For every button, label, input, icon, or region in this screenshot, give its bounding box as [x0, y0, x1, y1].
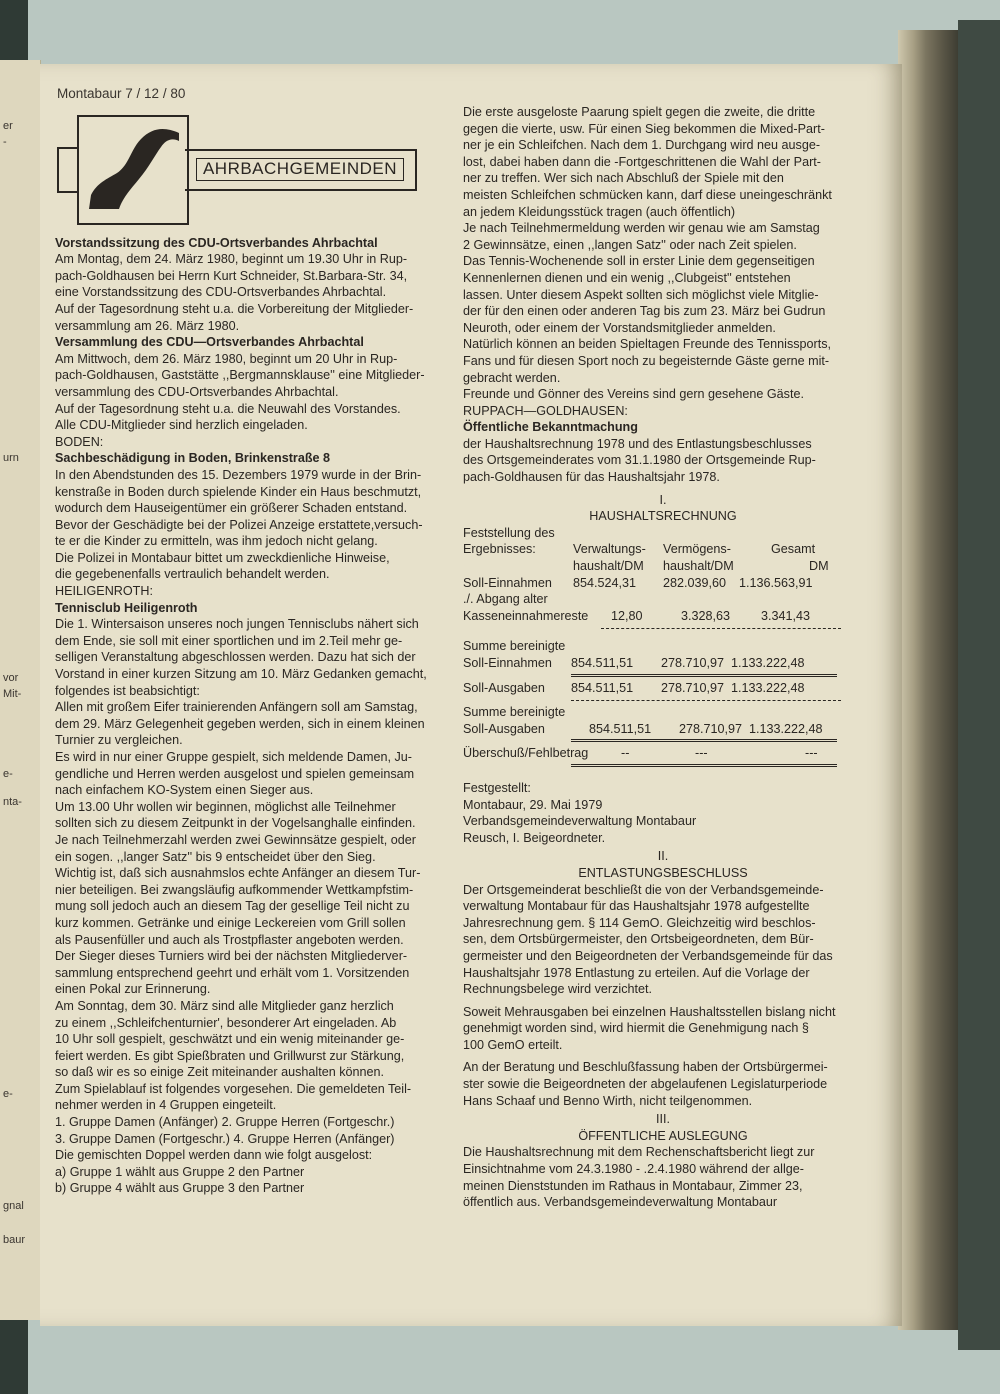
text-line: zu einem ,,Schleifchenturnier', besonderer Art eingeladen. Ab — [55, 1015, 397, 1030]
table-row — [463, 575, 863, 592]
text-line: pach-Goldhausen für das Haushaltsjahr 1978. — [463, 470, 720, 485]
text-line: Die erste ausgeloste Paarung spielt gegen die zweite, die dritte — [463, 105, 816, 119]
fragment: urn — [3, 452, 19, 464]
text-line: ster sowie die Beigeordneten der abgelaufenen Legislaturperiode — [463, 1077, 828, 1092]
table-row — [463, 721, 863, 738]
text-line: ein sogen. ,,langer Satz'' bis 9 entscheidet über den Sieg. — [55, 849, 376, 864]
text-line: pach-Goldhausen, Gaststätte ,,Bergmannsklause'' eine Mitglieder- — [55, 368, 425, 383]
table-row — [463, 655, 863, 672]
text-line: Am Sonntag, dem 30. März sind alle Mitglieder ganz herzlich — [55, 998, 394, 1013]
text-line: Es wird in nur einer Gruppe gespielt, sich meldende Damen, Ju- — [55, 750, 412, 764]
text-line: Auf der Tagesordnung steht u.a. die Neuwahl des Vorstandes. — [55, 401, 401, 416]
display-notice — [463, 1144, 863, 1210]
column-header: Vermögens- — [663, 542, 731, 557]
table-row — [463, 608, 863, 625]
table-row — [463, 704, 863, 721]
place-heading: RUPPACH—GOLDHAUSEN: — [463, 403, 628, 418]
text-line: gegen die vierte, usw. Für einen Sieg bekommen die Mixed-Part- — [463, 121, 825, 136]
fragment: gnal — [3, 1200, 24, 1212]
stream-logo-icon — [79, 117, 187, 223]
section-title: ENTLASTUNGSBESCHLUSS — [578, 865, 748, 880]
text-line: Soweit Mehrausgaben bei einzelnen Haushaltsstellen bislang nicht — [463, 1004, 836, 1019]
fragment: er — [3, 120, 13, 132]
table-cell: 3.328,63 — [681, 608, 731, 623]
text-line: selligen Veranstaltung abgeschlossen werden. Dazu hat sich der — [55, 650, 416, 665]
text-line: germeister und den Beigeordneten der Verbandsgemeinde für das — [463, 948, 833, 963]
divider — [571, 674, 837, 677]
text-line: versammlung am 26. März 1980. — [55, 318, 240, 333]
signoff — [463, 780, 863, 846]
text-line: genehmigt worden sind, wird hiermit die Genehmigung nach § — [463, 1021, 809, 1036]
text-line: die gegebenenfalls vertraulich behandelt werden. — [55, 567, 330, 582]
text-line: der Haushaltsrechnung 1978 und des Entlastungsbeschlusses — [463, 436, 812, 451]
book-binding — [898, 30, 960, 1330]
resolution-text — [463, 1059, 863, 1109]
text-line: Kennenlernen dienen und ein wenig ,,Clubgeist'' entstehen — [463, 270, 791, 285]
text-line: Der Ortsgemeinderat beschließt die von der Verbandsgemeinde- — [463, 882, 824, 897]
place-heading: BODEN: — [55, 434, 104, 449]
text-line: lassen. Unter diesem Aspekt sollten sich möglichst viele Mitglie- — [463, 287, 819, 302]
tennis-continued — [463, 104, 863, 403]
text-line: te er die Kinder zu ermitteln, was ihm jedoch nicht gelang. — [55, 534, 378, 549]
fragment: nta- — [3, 796, 22, 808]
text-line: Die gemischten Doppel werden dann wie folgt ausgelost: — [55, 1148, 373, 1163]
row-label: Kasseneinnahmereste — [463, 608, 589, 623]
table-cell: 1.133.222,48 — [749, 721, 823, 736]
text-line: feiert werden. Es gibt Spießbraten und Grillwurst zur Stärkung, — [55, 1048, 405, 1063]
fragment: vor — [3, 672, 19, 684]
table-header-label: Ergebnisses: — [463, 542, 536, 557]
document-page — [40, 64, 902, 1326]
text-line: Montabaur, 29. Mai 1979 — [463, 797, 603, 812]
column-header: Gesamt — [771, 542, 816, 557]
spacer — [463, 770, 863, 780]
text-line: versammlung des CDU-Ortsverbandes Ahrbachtal. — [55, 384, 339, 399]
budget-table — [463, 525, 863, 767]
table-cell: 12,80 — [611, 608, 643, 623]
table-cell: 854.524,31 — [573, 575, 637, 590]
text-line: Turnier zu vergleichen. — [55, 733, 183, 748]
table-row — [463, 638, 863, 655]
row-label: Summe bereinigte — [463, 705, 566, 720]
text-line: sammlung entsprechend geehrt und erhält vom 1. Vorsitzenden — [55, 965, 410, 980]
text-line: nach einfachem KO-System einen Sieger aus. — [55, 783, 314, 798]
text-line: sen, dem Ortsbürgermeister, den Ortsbeigeordneten, dem Bür- — [463, 932, 814, 947]
fragment: e- — [3, 768, 13, 780]
table-cell: -- — [621, 746, 630, 761]
text-line: Einsichtnahme vom 24.3.1980 - .2.4.1980 während der allge- — [463, 1162, 804, 1177]
section-title-frame — [185, 149, 417, 191]
article-heading: Sachbeschädigung in Boden, Brinkenstraße 8 — [55, 451, 331, 466]
running-head: Montabaur 7 / 12 / 80 — [57, 86, 186, 101]
table-header — [463, 558, 863, 575]
article-heading: Versammlung des CDU—Ortsverbandes Ahrbachtal — [55, 335, 364, 350]
table-cell: 3.341,43 — [761, 608, 811, 623]
column-header: DM — [809, 559, 829, 574]
text-line: Um 13.00 Uhr wollen wir beginnen, möglichst alle Teilnehmer — [55, 799, 396, 814]
text-line: Alle CDU-Mitglieder sind herzlich eingeladen. — [55, 418, 308, 433]
table-cell: 854.511,51 — [571, 656, 634, 670]
column-header: haushalt/DM — [573, 559, 644, 574]
article-body — [55, 351, 451, 434]
text-line: Je nach Teilnehmermeldung werden wir genau wie am Samstag — [463, 221, 820, 236]
section-title: AHRBACHGEMEINDEN — [196, 158, 404, 181]
text-line: gendliche und Herren werden ausgelost und spielen gemeinsam — [55, 766, 415, 781]
text-line: Jahresrechnung gem. § 114 GemO. Gleichzeitig wird beschlos- — [463, 915, 816, 930]
text-line: Rechnungsbelege wird verzichtet. — [463, 982, 653, 997]
text-line: Natürlich können an beiden Spieltagen Freunde des Tennissports, — [463, 337, 832, 352]
text-line: gebracht werden. — [463, 370, 561, 385]
text-line: öffentlich aus. Verbandsgemeindeverwaltung Montabaur — [463, 1195, 778, 1210]
table-cell: 854.511,51 — [571, 680, 634, 695]
text-line: Das Tennis-Wochenende soll in erster Linie dem gegenseitigen — [463, 254, 815, 269]
fragment: Mit- — [3, 688, 22, 700]
text-line: meisten Schleifchen schmücken kann, darf diese uneingeschränkt — [463, 187, 832, 202]
book-cover — [958, 20, 1000, 1350]
text-line: an jedem Kleidungsstück tragen (auch öffentlich) — [463, 204, 736, 219]
text-line: Wichtig ist, daß sich ausnahmslos echte Anfänger an diesem Tur- — [55, 866, 421, 881]
text-line: nier beteiligen. Bei zwangsläufig aufkommender Wettkampfstim- — [55, 882, 414, 897]
row-label: Summe bereinigte — [463, 639, 566, 654]
text-line: In den Abendstunden des 15. Dezembers 1979 wurde in der Brin- — [55, 467, 422, 482]
table-cell: --- — [805, 746, 818, 761]
text-line: An der Beratung und Beschlußfassung haben der Ortsbürgermei- — [463, 1060, 828, 1075]
text-line: nehmer werden in 4 Gruppen eingeteilt. — [55, 1098, 277, 1113]
text-line: Verbandsgemeindeverwaltung Montabaur — [463, 814, 697, 829]
text-line: 1. Gruppe Damen (Anfänger) 2. Gruppe Herren (Fortgeschr.) — [55, 1115, 395, 1130]
article-body — [55, 467, 451, 583]
fragment: - — [3, 136, 7, 148]
text-line: Auf der Tagesordnung steht u.a. die Vorbereitung der Mitglieder- — [55, 301, 414, 316]
text-line: verwaltung Montabaur für das Haushaltsjahr 1978 aufgestellte — [463, 899, 810, 914]
table-row — [463, 591, 863, 608]
table-cell: 854.511,51 — [589, 721, 652, 736]
text-line: Fans und für diesen Sport noch zu begeisternde Gäste gerne mit- — [463, 353, 830, 368]
text-line: b) Gruppe 4 wählt aus Gruppe 3 den Partner — [55, 1181, 305, 1196]
section-number: I. — [659, 492, 667, 507]
text-line: Haushaltsjahr 1978 Entlastung zu erteilen. Auf die Vorlage der — [463, 965, 810, 980]
row-label: ./. Abgang alter — [463, 592, 548, 607]
row-label: Soll-Einnahmen — [463, 575, 552, 590]
text-line: 3. Gruppe Damen (Fortgeschr.) 4. Gruppe Herren (Anfänger) — [55, 1131, 395, 1146]
table-cell: 278.710,97 — [661, 680, 725, 695]
text-line: Vorstand in einer kurzen Sitzung am 10. März Gedanken gemacht, — [55, 667, 427, 682]
table-row — [463, 745, 863, 762]
text-line: mung soll jedoch auch an diesem Tag der gesellige Teil nicht zu — [55, 899, 410, 914]
text-line: Allen mit großem Eifer trainierenden Anfängern soll am Samstag, — [55, 700, 418, 715]
section-number: II. — [657, 849, 669, 864]
fragment: e- — [3, 1088, 13, 1100]
text-line: Hans Schaaf und Benno Wirth, nicht teilgenommen. — [463, 1093, 753, 1108]
text-line: ner je ein Schleifchen. Nach dem 1. Durchgang wird neu ausge- — [463, 138, 821, 153]
resolution-text — [463, 1004, 863, 1054]
text-line: dem 29. März Gelegenheit gegeben werden, sich in einem kleinen — [55, 716, 425, 731]
text-line: kurz kommen. Getränke und einige Leckereien vom Grill sollen — [55, 915, 406, 930]
previous-page-edge — [0, 60, 41, 1320]
text-line: Freunde und Gönner des Vereins sind gern gesehene Gäste. — [463, 387, 804, 402]
row-label: Soll-Ausgaben — [463, 680, 545, 695]
text-line: Am Montag, dem 24. März 1980, beginnt um 19.30 Uhr in Rup- — [55, 252, 408, 267]
text-line: Neuroth, oder einem der Vorstandsmitglieder anmelden. — [463, 320, 776, 335]
right-column — [463, 104, 863, 1211]
text-line: Festgestellt: — [463, 780, 531, 795]
divider — [571, 739, 837, 742]
left-column — [55, 86, 451, 1197]
divider — [601, 628, 841, 629]
text-line: 2 Gewinnsätze, einen ,,langen Satz'' oder nach Zeit spielen. — [463, 237, 797, 252]
article-heading: Vorstandssitzung des CDU-Ortsverbandes Ahrbachtal — [55, 235, 378, 250]
text-line: der für den einen oder anderen Tag bis zum 23. März bei Gudrun — [463, 304, 826, 319]
text-line: so daß wir es so einige Zeit miteinander aushalten können. — [55, 1065, 385, 1080]
text-line: dem Ende, sie soll mit einer sportlichen und im 2.Teil mehr ge- — [55, 633, 403, 648]
text-line: Am Mittwoch, dem 26. März 1980, beginnt um 20 Uhr in Rup- — [55, 351, 398, 366]
table-cell: 1.133.222,48 — [731, 680, 805, 695]
fragment: baur — [3, 1234, 26, 1246]
text-line: folgendes ist beabsichtigt: — [55, 683, 200, 698]
text-line: 10 Uhr soll gespielt, geschwätzt und ein wenig miteinander ge- — [55, 1032, 405, 1047]
table-cell: 278.710,97 — [661, 656, 725, 670]
text-line: Bevor der Geschädigte bei der Polizei Anzeige erstattete,versuch- — [55, 517, 423, 532]
column-header: haushalt/DM — [663, 559, 734, 574]
resolution-text — [463, 882, 863, 998]
divider — [571, 700, 841, 701]
text-line: Der Sieger dieses Turniers wird bei der nächsten Mitgliederver- — [55, 949, 408, 964]
table-cell: 278.710,97 — [679, 721, 743, 736]
text-line: Die 1. Wintersaison unseres noch jungen Tennisclubs nähert sich — [55, 617, 419, 632]
table-cell: --- — [695, 746, 708, 761]
text-line: Je nach Teilnehmerzahl werden zwei Gewinnsätze gespielt, oder — [55, 832, 416, 847]
table-header — [463, 525, 863, 542]
text-line: als Pausenfüller und auch als Trostpflaster angeboten werden. — [55, 932, 404, 947]
section-title: HAUSHALTSRECHNUNG — [589, 509, 737, 524]
text-line: pach-Goldhausen bei Herrn Kurt Schneider, St.Barbara-Str. 34, — [55, 268, 408, 283]
article-heading: Tennisclub Heiligenroth — [55, 600, 198, 615]
region-logo — [77, 115, 189, 225]
text-line: sollten sich zu diesem Zeitpunkt in der Vogelsanghalle einfinden. — [55, 816, 416, 831]
text-line: lost, dabei haben dann die -Fortgeschrittenen die Wahl der Part- — [463, 154, 821, 169]
article-heading: Öffentliche Bekanntmachung — [463, 420, 638, 435]
text-line: 100 GemO erteilt. — [463, 1037, 563, 1052]
table-cell: 282.039,60 — [663, 575, 727, 590]
text-line: Die Polizei in Montabaur bittet um zweckdienliche Hinweise, — [55, 550, 390, 565]
table-header — [463, 541, 863, 558]
table-row — [463, 680, 863, 697]
table-cell: 1.133.222,48 — [731, 656, 805, 670]
section-number: III. — [656, 1112, 670, 1127]
table-header-label: Feststellung des — [463, 525, 555, 540]
text-line: wodurch dem Hauseigentümer ein größerer Schaden entstand. — [55, 501, 408, 516]
text-line: kenstraße in Boden durch spielende Kinder ein Haus beschmutzt, — [55, 484, 422, 499]
section-header — [55, 115, 451, 233]
column-header: Verwaltungs- — [573, 542, 646, 557]
row-label: Soll-Ausgaben — [463, 721, 545, 736]
text-line: Die Haushaltsrechnung mit dem Rechenschaftsbericht liegt zur — [463, 1145, 815, 1160]
text-line: Zum Spielablauf ist folgendes vorgesehen. Die gemeldeten Teil- — [55, 1081, 412, 1096]
text-line: ner zu treffen. Wer sich nach Abschluß der Spiele mit den — [463, 171, 784, 186]
divider — [571, 764, 837, 767]
place-heading: HEILIGENROTH: — [55, 584, 153, 599]
text-line: Reusch, I. Beigeordneter. — [463, 830, 606, 845]
section-title: ÖFFENTLICHE AUSLEGUNG — [578, 1128, 748, 1143]
article-body — [55, 616, 451, 1197]
article-body — [55, 251, 451, 334]
table-cell: 1.136.563,91 — [739, 575, 813, 590]
row-label: Soll-Einnahmen — [463, 656, 552, 670]
header-frame-left — [57, 147, 79, 193]
text-line: a) Gruppe 1 wählt aus Gruppe 2 den Partner — [55, 1164, 305, 1179]
text-line: eine Vorstandssitzung des CDU-Ortsverbandes Ahrbachtal. — [55, 285, 387, 300]
row-label: Überschuß/Fehlbetrag — [463, 746, 589, 761]
text-line: meinen Dienststunden im Rathaus in Montabaur, Zimmer 23, — [463, 1178, 803, 1193]
text-line: des Ortsgemeinderates vom 31.1.1980 der Ortsgemeinde Rup- — [463, 453, 816, 468]
text-line: einen Pokal zur Erinnerung. — [55, 982, 211, 997]
